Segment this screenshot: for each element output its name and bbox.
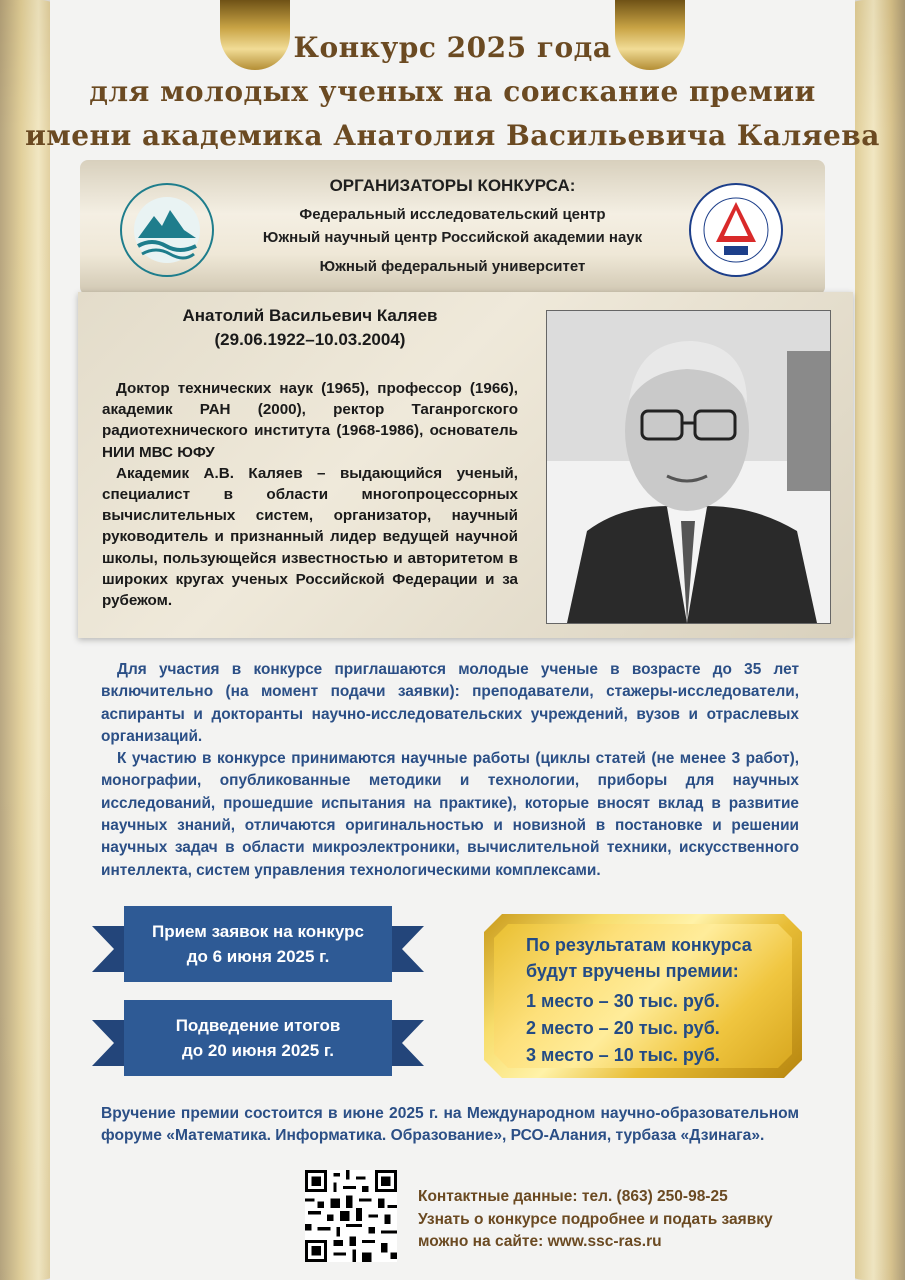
organizer-2: Южный федеральный университет	[319, 258, 586, 275]
prize-heading-2: будут вручены премии:	[526, 961, 739, 981]
bio-dates: (29.06.1922–10.03.2004)	[214, 330, 406, 349]
bio-text	[102, 378, 518, 611]
ceremony-text: Вручение премии состоится в июне 2025 г. на Международном научно-образовательном форуме «Математика. Информатика. Образование», РСО-Алания, турбаза «Дзинага».	[101, 1105, 799, 1144]
results-deadline-ribbon	[124, 1000, 392, 1076]
prize-heading-1: По результатам конкурса	[526, 935, 752, 955]
bio-paragraph-2: Академик А.В. Каляев – выдающийся ученый, специалист в области многопроцессорных вычислительных систем, организатор, научный руководитель и признанный лидер ведущей научной школы, пользующейся известностью и авторитетом в широких кругах ученых Российской Федерации и за рубежом.	[102, 464, 518, 610]
title-line-1: Конкурс 2025 года	[293, 31, 612, 64]
organizers-heading: ОРГАНИЗАТОРЫ КОНКУРСА:	[329, 176, 576, 195]
prize-text	[526, 932, 752, 1069]
participation-text	[101, 659, 799, 882]
qr-code-icon[interactable]	[305, 1170, 397, 1262]
prize-place-3: 3 место – 10 тыс. руб.	[526, 1045, 720, 1065]
bio-paragraph-1: Доктор технических наук (1965), профессор (1966), академик РАН (2000), ректор Таганрогского радиотехнического института (1968-1986), основатель НИИ МВС ЮФУ	[102, 380, 518, 461]
bio-name: Анатолий Васильевич Каляев	[182, 306, 438, 325]
participation-paragraph-1: Для участия в конкурсе приглашаются молодые ученые в возрасте до 35 лет включительно (на момент подачи заявки): преподаватели, стажеры-исследователи, аспиранты и докторанты научно-исследовательских учреждений, вузов и отраслевых организаций.	[101, 661, 799, 745]
contacts-website[interactable]: можно на сайте: www.ssc-ras.ru	[418, 1233, 662, 1250]
prize-place-2: 2 место – 20 тыс. руб.	[526, 1018, 720, 1038]
poster-title	[0, 26, 905, 158]
participation-paragraph-2: К участию в конкурсе принимаются научные работы (циклы статей (не менее 3 работ), монографии, опубликованные методики и технологии, приборы для научных исследований, прошедшие испытания на практике), которые вносят вклад в развитие научных знаний, отличаются оригинальностью и новизной в постановке и решении научных задач в области микроэлектроники, вычислительной техники, искусственного интеллекта, систем управления технологическими комплексами.	[101, 750, 799, 879]
contacts	[418, 1186, 773, 1254]
results-line-2: до 20 июня 2025 г.	[181, 1041, 335, 1060]
contacts-phone: Контактные данные: тел. (863) 250-98-25	[418, 1188, 728, 1205]
organizer-1-line-1: Федеральный исследовательский центр	[299, 206, 606, 223]
results-line-1: Подведение итогов	[175, 1016, 341, 1035]
contacts-more-info: Узнать о конкурсе подробнее и подать заявку	[418, 1210, 773, 1228]
portrait-photo-icon	[546, 310, 831, 624]
applications-line-1: Прием заявок на конкурс	[152, 922, 364, 941]
results-deadline-box	[124, 1000, 392, 1076]
prize-place-1: 1 место – 30 тыс. руб.	[526, 991, 720, 1011]
applications-line-2: до 6 июня 2025 г.	[186, 947, 330, 966]
title-line-3: имени академика Анатолия Васильевича Каляева	[25, 119, 880, 152]
title-line-2: для молодых ученых на соискание премии	[89, 75, 816, 108]
applications-deadline-box	[124, 906, 392, 982]
applications-deadline-ribbon	[124, 906, 392, 982]
organizer-1-line-2: Южный научный центр Российской академии наук	[262, 229, 643, 246]
